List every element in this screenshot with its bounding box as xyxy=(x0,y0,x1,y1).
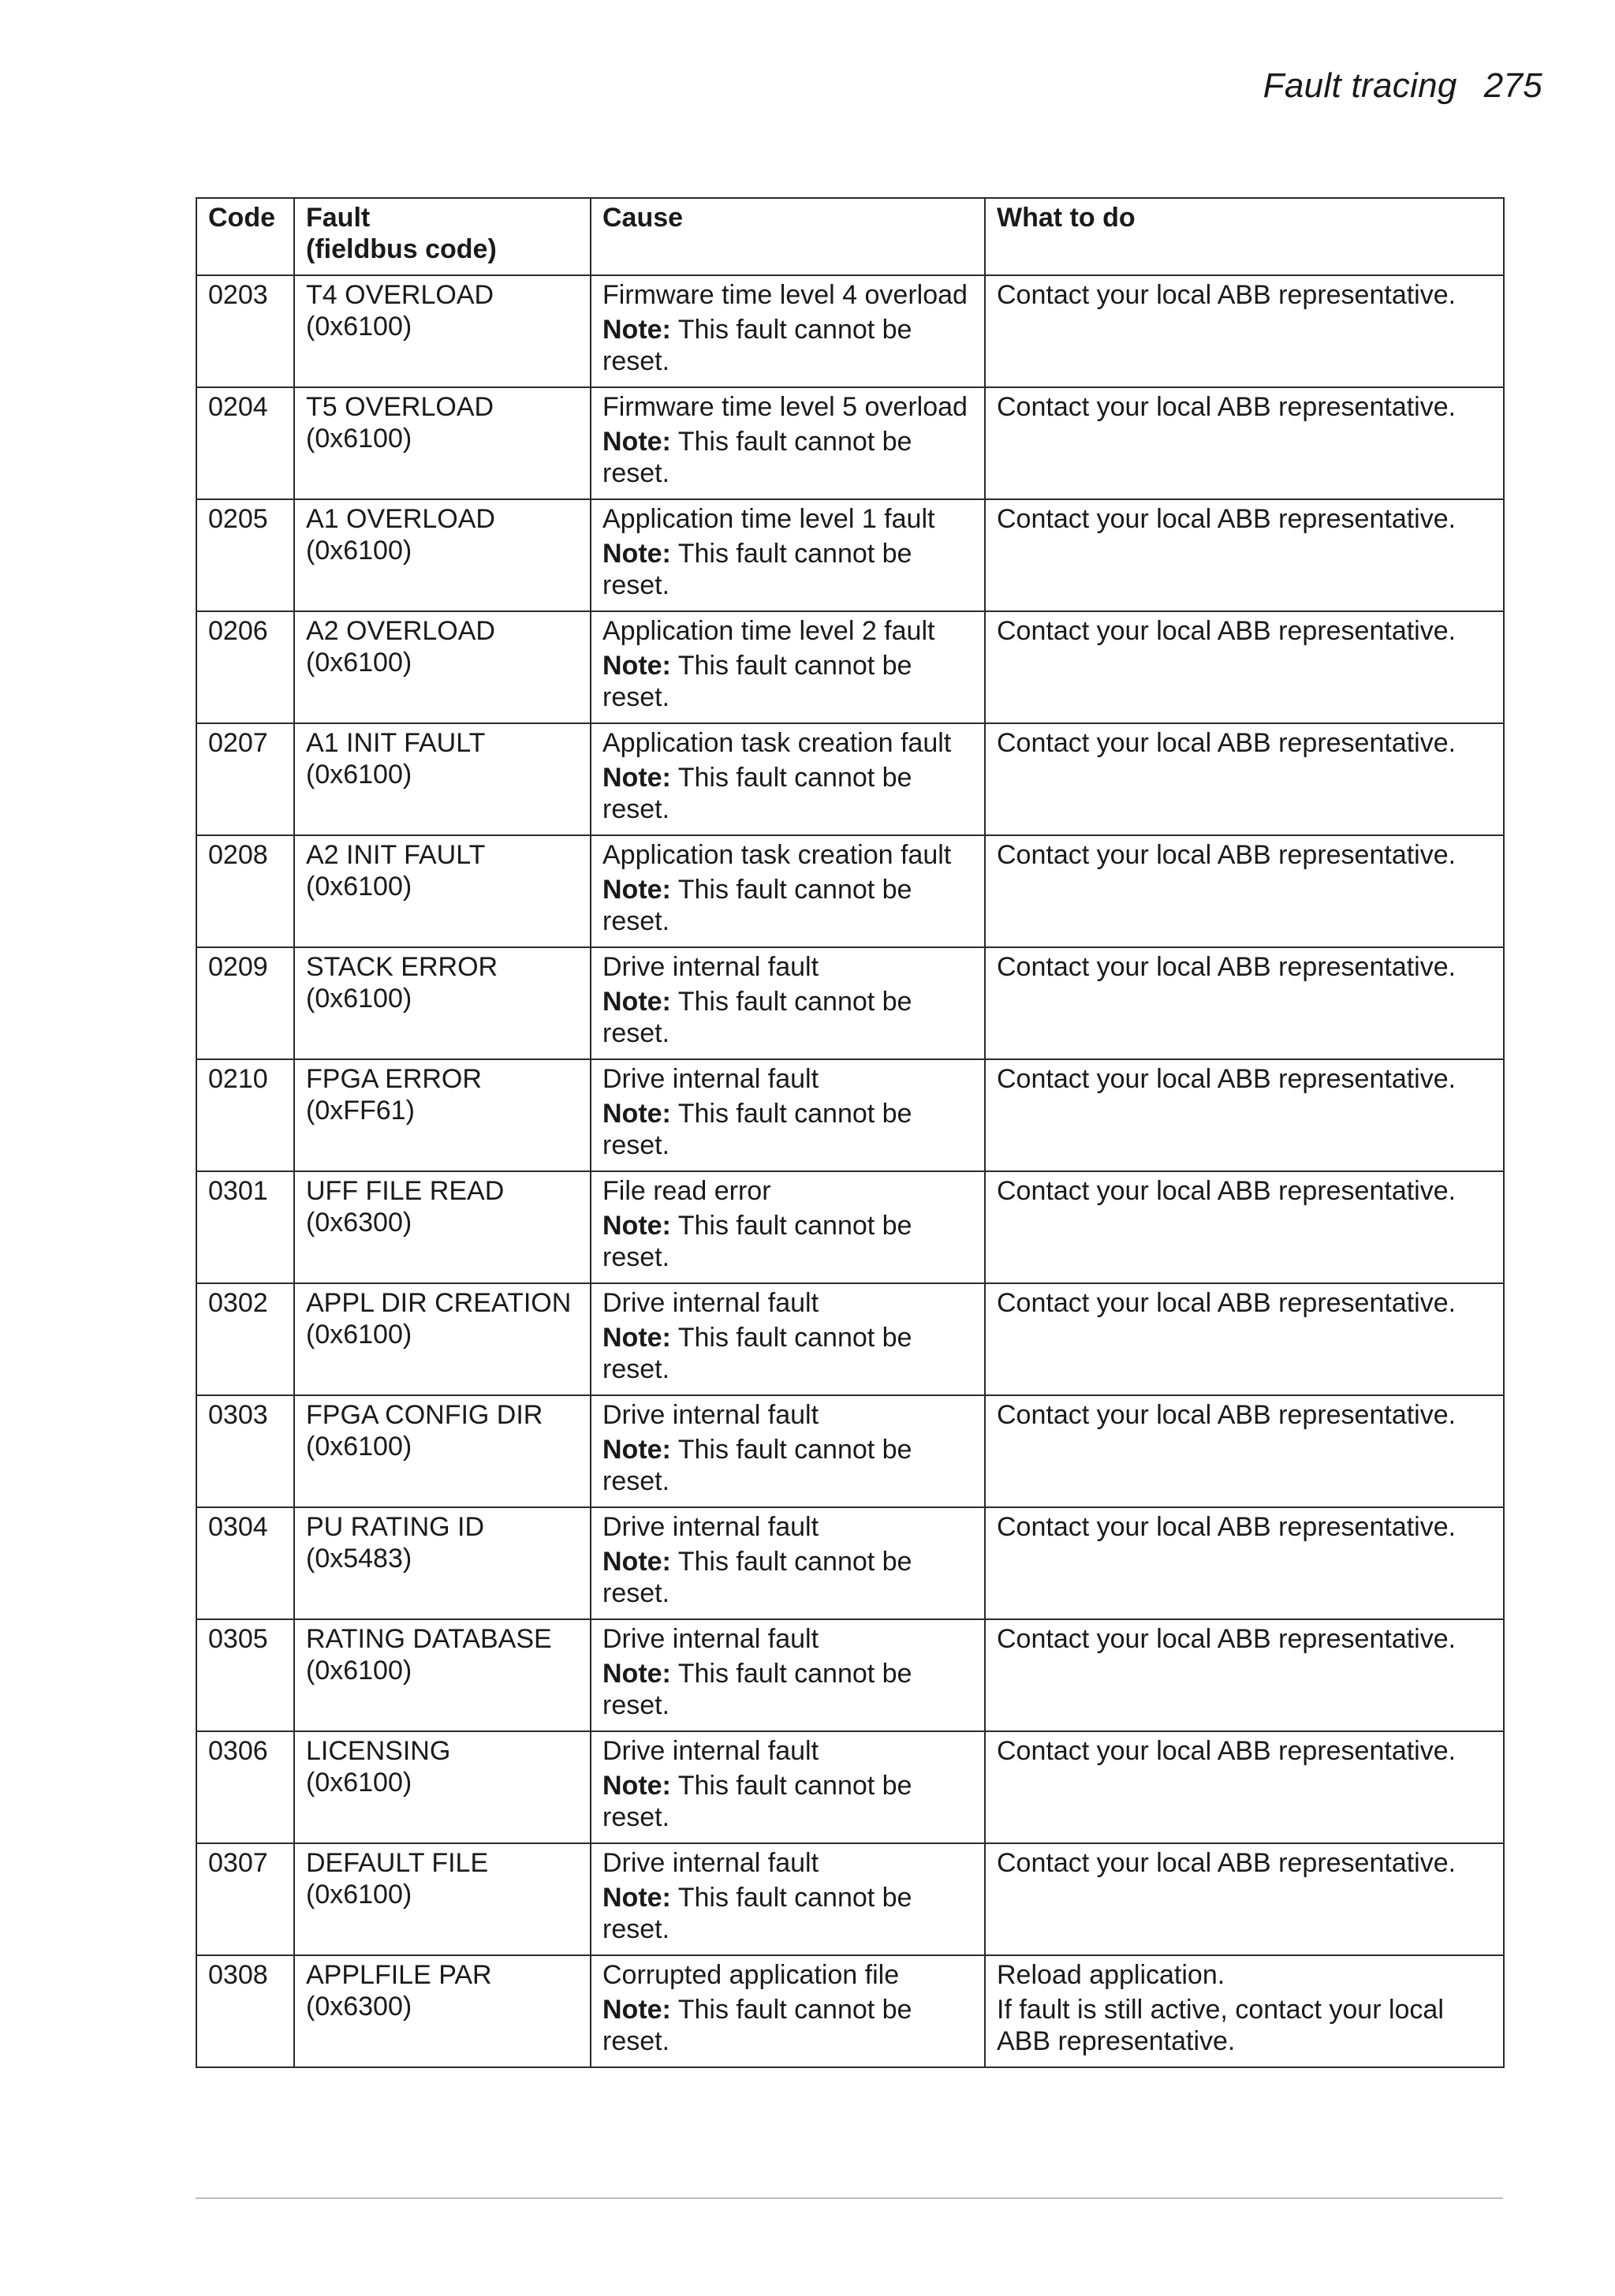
cause-cell xyxy=(591,611,985,723)
cause-cell xyxy=(591,835,985,947)
cause-cell xyxy=(591,275,985,387)
fault-code-cell: 0308 xyxy=(196,1955,294,2067)
note-label: Note: xyxy=(602,651,671,681)
footer-rule xyxy=(196,2197,1503,2199)
action-cell xyxy=(985,1619,1504,1731)
note-label: Note: xyxy=(602,763,671,793)
fieldbus-code: (0x6100) xyxy=(306,1880,412,1910)
fieldbus-code: (0x5483) xyxy=(306,1544,412,1574)
note-text: This fault cannot be reset. xyxy=(602,1099,912,1160)
note-text: This fault cannot be reset. xyxy=(602,1659,912,1720)
action-cell xyxy=(985,387,1504,499)
fieldbus-code: (0x6300) xyxy=(306,1992,412,2022)
cause-text: File read error xyxy=(602,1176,771,1206)
cause-note xyxy=(602,986,973,1049)
note-label: Note: xyxy=(602,987,671,1017)
action-text: Contact your local ABB representative. xyxy=(997,1736,1456,1766)
cause-text: Firmware time level 5 overload xyxy=(602,392,968,422)
fault-name: A1 OVERLOAD xyxy=(306,504,495,534)
cause-cell xyxy=(591,1507,985,1619)
action-cell xyxy=(985,947,1504,1059)
fault-name: A1 INIT FAULT xyxy=(306,728,486,758)
cause-text: Drive internal fault xyxy=(602,1064,819,1094)
action-text: Contact your local ABB representative. xyxy=(997,1176,1456,1206)
action-extra-text: If fault is still active, contact your local ABB representative. xyxy=(997,1995,1444,2056)
note-text: This fault cannot be reset. xyxy=(602,1211,912,1272)
note-label: Note: xyxy=(602,315,671,345)
fault-name-cell xyxy=(294,1171,591,1283)
table-row xyxy=(196,1283,1504,1395)
fault-name: A2 OVERLOAD xyxy=(306,616,495,646)
cause-cell xyxy=(591,1171,985,1283)
action-text: Contact your local ABB representative. xyxy=(997,280,1456,310)
fault-name: APPL DIR CREATION xyxy=(306,1288,572,1318)
table-row xyxy=(196,387,1504,499)
header-fault-sub: (fieldbus code) xyxy=(306,234,497,264)
fault-name-cell xyxy=(294,1507,591,1619)
note-label: Note: xyxy=(602,1323,671,1353)
cause-cell xyxy=(591,1843,985,1955)
section-title: Fault tracing xyxy=(1263,66,1457,105)
cause-note xyxy=(602,538,973,601)
fault-name: FPGA ERROR xyxy=(306,1064,482,1094)
note-label: Note: xyxy=(602,427,671,457)
note-label: Note: xyxy=(602,1771,671,1801)
fault-code-cell: 0209 xyxy=(196,947,294,1059)
fault-name-cell xyxy=(294,835,591,947)
action-text: Contact your local ABB representative. xyxy=(997,1288,1456,1318)
action-cell xyxy=(985,723,1504,835)
cause-cell xyxy=(591,1731,985,1843)
header-fault-label: Fault xyxy=(306,203,371,233)
fault-code-cell: 0206 xyxy=(196,611,294,723)
action-text: Contact your local ABB representative. xyxy=(997,728,1456,758)
table-row xyxy=(196,1507,1504,1619)
fault-table xyxy=(196,197,1505,2068)
cause-cell xyxy=(591,499,985,611)
note-text: This fault cannot be reset. xyxy=(602,427,912,488)
note-text: This fault cannot be reset. xyxy=(602,1435,912,1496)
cause-text: Application time level 2 fault xyxy=(602,616,935,646)
fieldbus-code: (0x6300) xyxy=(306,1208,412,1238)
cause-cell xyxy=(591,947,985,1059)
action-cell xyxy=(985,1731,1504,1843)
cause-cell xyxy=(591,1955,985,2067)
table-row xyxy=(196,835,1504,947)
fault-code-cell: 0210 xyxy=(196,1059,294,1171)
cause-note xyxy=(602,1098,973,1161)
fault-name-cell xyxy=(294,1059,591,1171)
fault-code-cell: 0207 xyxy=(196,723,294,835)
cause-note xyxy=(602,1322,973,1385)
cause-text: Drive internal fault xyxy=(602,1512,819,1542)
page-number: 275 xyxy=(1483,66,1542,105)
cause-text: Firmware time level 4 overload xyxy=(602,280,968,310)
cause-note xyxy=(602,1882,973,1945)
cause-text: Application task creation fault xyxy=(602,728,952,758)
action-cell xyxy=(985,835,1504,947)
table-row xyxy=(196,1171,1504,1283)
cause-text: Application time level 1 fault xyxy=(602,504,935,534)
cause-text: Drive internal fault xyxy=(602,1288,819,1318)
cause-cell xyxy=(591,1619,985,1731)
fieldbus-code: (0x6100) xyxy=(306,424,412,454)
fault-name: PU RATING ID xyxy=(306,1512,485,1542)
action-cell xyxy=(985,1395,1504,1507)
fault-name: APPLFILE PAR xyxy=(306,1960,492,1990)
action-text: Contact your local ABB representative. xyxy=(997,392,1456,422)
fault-code-cell: 0307 xyxy=(196,1843,294,1955)
fault-name-cell xyxy=(294,1843,591,1955)
table-row xyxy=(196,275,1504,387)
fault-name-cell xyxy=(294,723,591,835)
action-text: Contact your local ABB representative. xyxy=(997,504,1456,534)
action-text: Reload application. xyxy=(997,1960,1225,1990)
cause-text: Corrupted application file xyxy=(602,1960,900,1990)
action-cell xyxy=(985,499,1504,611)
action-text: Contact your local ABB representative. xyxy=(997,1848,1456,1878)
action-cell xyxy=(985,1283,1504,1395)
cause-cell xyxy=(591,387,985,499)
fault-code-cell: 0306 xyxy=(196,1731,294,1843)
note-label: Note: xyxy=(602,1547,671,1577)
table-row xyxy=(196,611,1504,723)
table-row xyxy=(196,1395,1504,1507)
cause-cell xyxy=(591,1283,985,1395)
cause-note xyxy=(602,650,973,713)
cause-text: Drive internal fault xyxy=(602,952,819,982)
note-text: This fault cannot be reset. xyxy=(602,1883,912,1944)
cause-text: Drive internal fault xyxy=(602,1400,819,1430)
fieldbus-code: (0x6100) xyxy=(306,648,412,678)
fault-code-cell: 0204 xyxy=(196,387,294,499)
table-row xyxy=(196,1619,1504,1731)
fault-name: T4 OVERLOAD xyxy=(306,280,494,310)
fieldbus-code: (0x6100) xyxy=(306,1656,412,1686)
action-text: Contact your local ABB representative. xyxy=(997,952,1456,982)
note-label: Note: xyxy=(602,1435,671,1465)
fieldbus-code: (0x6100) xyxy=(306,760,412,790)
header-action: What to do xyxy=(985,198,1504,275)
cause-text: Application task creation fault xyxy=(602,840,952,870)
fault-name: UFF FILE READ xyxy=(306,1176,505,1206)
cause-note xyxy=(602,1658,973,1721)
cause-cell xyxy=(591,723,985,835)
header-cause: Cause xyxy=(591,198,985,275)
cause-note xyxy=(602,1770,973,1833)
table-row xyxy=(196,1731,1504,1843)
note-label: Note: xyxy=(602,1099,671,1129)
note-label: Note: xyxy=(602,1995,671,2025)
cause-note xyxy=(602,314,973,377)
fault-name: DEFAULT FILE xyxy=(306,1848,489,1878)
table-row xyxy=(196,1843,1504,1955)
action-cell xyxy=(985,1171,1504,1283)
note-text: This fault cannot be reset. xyxy=(602,1771,912,1832)
action-text: Contact your local ABB representative. xyxy=(997,1064,1456,1094)
fault-code-cell: 0301 xyxy=(196,1171,294,1283)
fieldbus-code: (0x6100) xyxy=(306,1432,412,1462)
note-text: This fault cannot be reset. xyxy=(602,763,912,824)
cause-note xyxy=(602,1994,973,2057)
cause-text: Drive internal fault xyxy=(602,1624,819,1654)
fault-name-cell xyxy=(294,499,591,611)
fault-name-cell xyxy=(294,947,591,1059)
cause-note xyxy=(602,1210,973,1273)
cause-note xyxy=(602,426,973,489)
action-cell xyxy=(985,611,1504,723)
note-label: Note: xyxy=(602,539,671,569)
fault-code-cell: 0302 xyxy=(196,1283,294,1395)
cause-note xyxy=(602,1434,973,1497)
fieldbus-code: (0x6100) xyxy=(306,872,412,902)
fault-name: T5 OVERLOAD xyxy=(306,392,494,422)
fault-name: LICENSING xyxy=(306,1736,451,1766)
note-label: Note: xyxy=(602,1659,671,1689)
cause-text: Drive internal fault xyxy=(602,1736,819,1766)
action-cell xyxy=(985,1059,1504,1171)
action-text: Contact your local ABB representative. xyxy=(997,1400,1456,1430)
action-text: Contact your local ABB representative. xyxy=(997,1512,1456,1542)
note-label: Note: xyxy=(602,1883,671,1913)
note-label: Note: xyxy=(602,1211,671,1241)
fault-name: FPGA CONFIG DIR xyxy=(306,1400,543,1430)
fault-name-cell xyxy=(294,275,591,387)
fault-name: A2 INIT FAULT xyxy=(306,840,486,870)
table-row xyxy=(196,1059,1504,1171)
fieldbus-code: (0x6100) xyxy=(306,984,412,1014)
fault-name-cell xyxy=(294,1395,591,1507)
fieldbus-code: (0xFF61) xyxy=(306,1096,415,1126)
table-body xyxy=(196,275,1504,2067)
fault-code-cell: 0304 xyxy=(196,1507,294,1619)
fault-name-cell xyxy=(294,1955,591,2067)
action-text: Contact your local ABB representative. xyxy=(997,616,1456,646)
page-header xyxy=(1263,66,1542,106)
header-fault xyxy=(294,198,591,275)
note-label: Note: xyxy=(602,875,671,905)
action-cell xyxy=(985,1955,1504,2067)
action-text: Contact your local ABB representative. xyxy=(997,840,1456,870)
fault-name-cell xyxy=(294,1283,591,1395)
cause-cell xyxy=(591,1395,985,1507)
fieldbus-code: (0x6100) xyxy=(306,312,412,342)
note-text: This fault cannot be reset. xyxy=(602,315,912,376)
cause-note xyxy=(602,874,973,937)
fault-code-cell: 0208 xyxy=(196,835,294,947)
note-text: This fault cannot be reset. xyxy=(602,1323,912,1384)
note-text: This fault cannot be reset. xyxy=(602,539,912,600)
fault-code-cell: 0303 xyxy=(196,1395,294,1507)
fault-name-cell xyxy=(294,1731,591,1843)
action-cell xyxy=(985,1507,1504,1619)
table-header-row xyxy=(196,198,1504,275)
fieldbus-code: (0x6100) xyxy=(306,536,412,566)
fieldbus-code: (0x6100) xyxy=(306,1320,412,1350)
table-row xyxy=(196,1955,1504,2067)
note-text: This fault cannot be reset. xyxy=(602,987,912,1048)
note-text: This fault cannot be reset. xyxy=(602,875,912,936)
fault-name-cell xyxy=(294,611,591,723)
cause-text: Drive internal fault xyxy=(602,1848,819,1878)
fault-name-cell xyxy=(294,1619,591,1731)
fault-name: STACK ERROR xyxy=(306,952,498,982)
cause-cell xyxy=(591,1059,985,1171)
action-cell xyxy=(985,275,1504,387)
cause-note xyxy=(602,762,973,825)
note-text: This fault cannot be reset. xyxy=(602,1995,912,2056)
note-text: This fault cannot be reset. xyxy=(602,1547,912,1608)
header-code: Code xyxy=(196,198,294,275)
fault-code-cell: 0305 xyxy=(196,1619,294,1731)
action-text: Contact your local ABB representative. xyxy=(997,1624,1456,1654)
table-row xyxy=(196,947,1504,1059)
fault-name-cell xyxy=(294,387,591,499)
fault-code-cell: 0205 xyxy=(196,499,294,611)
note-text: This fault cannot be reset. xyxy=(602,651,912,712)
fieldbus-code: (0x6100) xyxy=(306,1768,412,1798)
cause-note xyxy=(602,1546,973,1609)
fault-code-cell: 0203 xyxy=(196,275,294,387)
action-cell xyxy=(985,1843,1504,1955)
table-row xyxy=(196,499,1504,611)
table-row xyxy=(196,723,1504,835)
fault-name: RATING DATABASE xyxy=(306,1624,552,1654)
